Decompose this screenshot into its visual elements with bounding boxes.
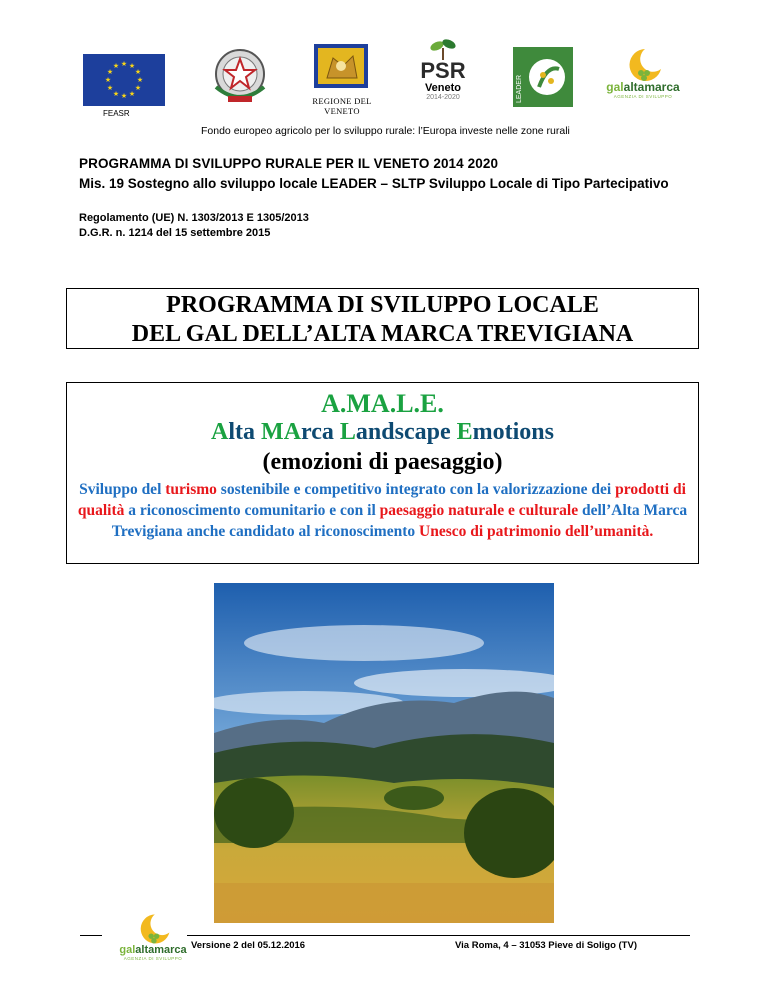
regione-veneto-name: REGIONE DEL VENETO [312, 96, 372, 116]
name-initial-ma: MA [261, 419, 302, 445]
svg-text:★: ★ [112, 90, 120, 98]
desc-highlight: turismo [165, 481, 217, 498]
footer-gal-tagline: AGENZIA DI SVILUPPO [123, 956, 183, 961]
gal-tagline: AGENZIA DI SVILUPPO [613, 94, 673, 99]
title-line-1: PROGRAMMA DI SVILUPPO LOCALE [166, 292, 599, 318]
svg-text:★: ★ [104, 76, 112, 84]
svg-text:★: ★ [134, 84, 142, 92]
footer-gal-logo [118, 912, 188, 982]
version-label: Versione 2 del 05.12.2016 [191, 940, 306, 951]
name-part-lta: lta [228, 419, 262, 445]
landscape-photo [214, 583, 554, 923]
address-label: Via Roma, 4 – 31053 Pieve di Soligo (TV) [455, 940, 637, 951]
name-initial-e: E [456, 419, 473, 445]
psr-region: Veneto [424, 82, 462, 94]
eu-stars-icon [83, 54, 165, 106]
project-box [66, 382, 699, 564]
psr-name: PSR [420, 58, 466, 83]
sprout-icon [428, 38, 458, 60]
gal-name-prefix: gal [606, 80, 624, 94]
svg-text:★: ★ [134, 68, 142, 76]
psr-veneto-logo [417, 38, 469, 108]
project-acronym: A.MA.L.E. [321, 389, 444, 418]
svg-text:★: ★ [120, 92, 128, 100]
project-description [67, 479, 698, 542]
desc-part: a riconoscimento comunitario e con il [124, 502, 380, 519]
desc-highlight: prodotti di qualità [77, 481, 686, 519]
name-initial-l: L [339, 419, 356, 445]
moon-grapes-icon [621, 47, 665, 81]
footer-gal-suffix: altamarca [135, 944, 187, 956]
name-part-rca: rca [301, 419, 340, 445]
leader-logo [513, 47, 573, 107]
project-subtitle: (emozioni di paesaggio) [262, 449, 503, 475]
psr-period: 2014-2020 [426, 94, 460, 101]
name-initial-a: A [211, 419, 229, 445]
svg-text:★: ★ [128, 62, 136, 70]
dgr-line: D.G.R. n. 1214 del 15 settembre 2015 [79, 227, 271, 239]
italian-republic-emblem [206, 45, 274, 107]
svg-text:★: ★ [136, 76, 144, 84]
desc-highlight: paesaggio naturale e culturale [379, 502, 579, 519]
gal-name-suffix: altamarca [623, 80, 680, 94]
gal-altamarca-logo [603, 47, 683, 107]
measure-line: Mis. 19 Sostegno allo sviluppo locale LEADER – SLTP Sviluppo Locale di Tipo Partecipativo [79, 176, 669, 191]
eu-flag-logo [83, 54, 165, 106]
funding-line: Fondo europeo agricolo per lo sviluppo rurale: l’Europa investe nelle zone rurali [201, 125, 570, 137]
title-box [66, 288, 699, 349]
project-name [67, 419, 698, 446]
svg-text:★: ★ [106, 84, 114, 92]
svg-text:★: ★ [120, 60, 128, 68]
desc-highlight: Unesco di patrimonio dell’umanità. [419, 523, 654, 540]
svg-text:★: ★ [106, 68, 114, 76]
desc-part: sostenibile e competitivo integrato con la valorizzazione dei [216, 481, 616, 498]
regulation-line: Regolamento (UE) N. 1303/2013 E 1305/2013 [79, 212, 309, 224]
name-part-motions: motions [472, 419, 554, 445]
footer-moon-grapes-icon [133, 912, 173, 944]
footer-gal-prefix: gal [119, 944, 136, 956]
svg-text:★: ★ [128, 90, 136, 98]
footer-rule [187, 935, 690, 936]
title-line-2: DEL GAL DELL’ALTA MARCA TREVIGIANA [131, 321, 634, 347]
regione-veneto-logo [297, 44, 387, 116]
program-title: PROGRAMMA DI SVILUPPO RURALE PER IL VENETO 2014 2020 [79, 156, 499, 171]
feasr-label: FEASR [103, 109, 130, 118]
desc-part: dell’Alta Marca Trevigiana anche candidato al riconoscimento [111, 502, 688, 540]
footer-rule-left [80, 935, 102, 936]
name-part-andscape: andscape [355, 419, 457, 445]
svg-text:★: ★ [112, 62, 120, 70]
desc-part: Sviluppo del [79, 481, 166, 498]
leader-vertical-label: LEADER [516, 74, 523, 103]
